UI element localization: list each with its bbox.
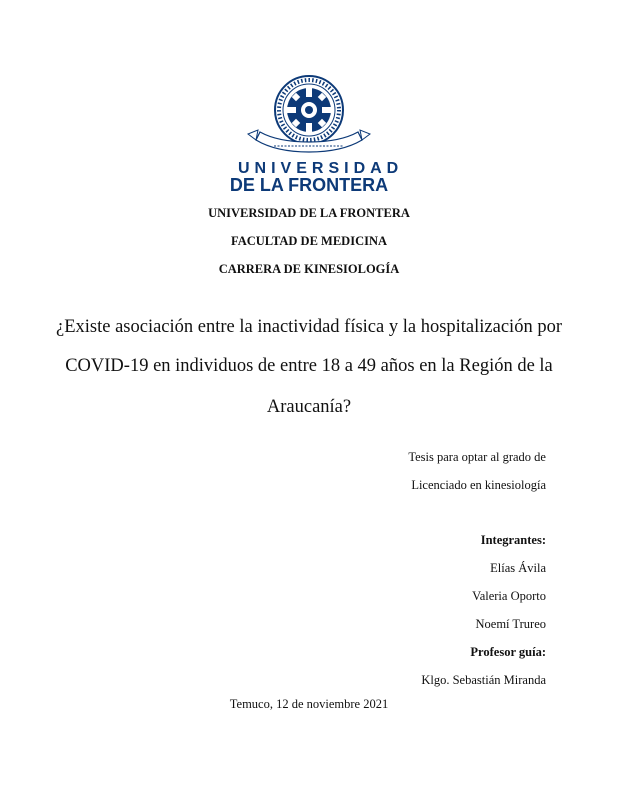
advisor-label: Profesor guía: [470, 645, 546, 659]
members-label: Integrantes: [480, 533, 546, 547]
university-name: UNIVERSIDAD DE LA FRONTERA [208, 206, 410, 220]
member-name: Valeria Oporto [472, 589, 546, 603]
member-name: Elías Ávila [490, 561, 546, 575]
thesis-title-line-3: Araucanía? [266, 397, 352, 417]
career-name: CARRERA DE KINESIOLOGÍA [218, 262, 400, 276]
university-seal-icon [238, 70, 380, 160]
thesis-title-line-2: COVID-19 en individuos de entre 18 a 49 años en la Región de la [65, 356, 553, 376]
degree-statement-line-2: Licenciado en kinesiología [411, 478, 546, 492]
member-name: Noemí Trureo [475, 617, 546, 631]
logo-wordmark-bottom: DE LA FRONTERA [229, 175, 389, 195]
logo-wordmark-top: UNIVERSIDAD [238, 160, 404, 177]
degree-statement-line-1: Tesis para optar al grado de [408, 450, 546, 464]
thesis-title-line-1: ¿Existe asociación entre la inactividad física y la hospitalización por [56, 317, 562, 337]
faculty-name: FACULTAD DE MEDICINA [230, 234, 388, 248]
advisor-name: Klgo. Sebastián Miranda [421, 673, 546, 687]
document-date: Temuco, 12 de noviembre 2021 [229, 697, 389, 711]
